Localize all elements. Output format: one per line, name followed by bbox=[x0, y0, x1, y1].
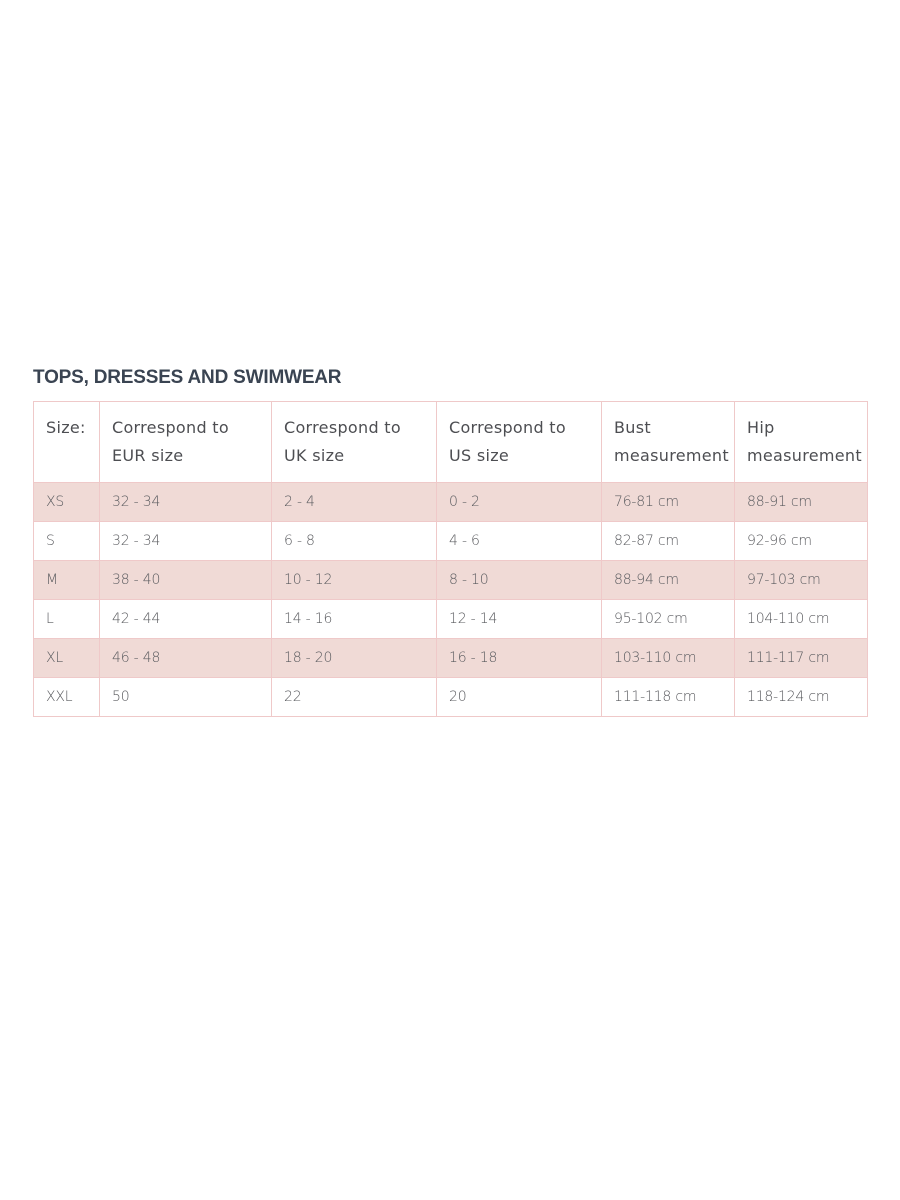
cell-uk-size: 2 - 4 bbox=[272, 483, 437, 522]
cell-eur-size: 32 - 34 bbox=[100, 522, 272, 561]
cell-bust: 88-94 cm bbox=[602, 561, 735, 600]
cell-eur-size: 38 - 40 bbox=[100, 561, 272, 600]
cell-uk-size: 6 - 8 bbox=[272, 522, 437, 561]
cell-us-size: 0 - 2 bbox=[437, 483, 602, 522]
cell-hip: 97-103 cm bbox=[735, 561, 868, 600]
header-uk-size: Correspond to UK size bbox=[272, 402, 437, 483]
cell-eur-size: 42 - 44 bbox=[100, 600, 272, 639]
header-bust-measurement: Bust measurement bbox=[602, 402, 735, 483]
table-row bbox=[34, 678, 868, 717]
table-row bbox=[34, 600, 868, 639]
header-eur-size: Correspond to EUR size bbox=[100, 402, 272, 483]
cell-bust: 82-87 cm bbox=[602, 522, 735, 561]
cell-eur-size: 46 - 48 bbox=[100, 639, 272, 678]
table-row bbox=[34, 522, 868, 561]
cell-size: M bbox=[34, 561, 100, 600]
header-size: Size: bbox=[34, 402, 100, 483]
cell-hip: 111-117 cm bbox=[735, 639, 868, 678]
size-chart-table bbox=[33, 401, 868, 717]
cell-us-size: 8 - 10 bbox=[437, 561, 602, 600]
header-hip-measurement: Hip measurement bbox=[735, 402, 868, 483]
table-row bbox=[34, 639, 868, 678]
cell-size: XXL bbox=[34, 678, 100, 717]
cell-hip: 92-96 cm bbox=[735, 522, 868, 561]
cell-hip: 104-110 cm bbox=[735, 600, 868, 639]
cell-size: S bbox=[34, 522, 100, 561]
section-title: TOPS, DRESSES AND SWIMWEAR bbox=[33, 367, 342, 388]
cell-uk-size: 22 bbox=[272, 678, 437, 717]
table-row bbox=[34, 561, 868, 600]
cell-bust: 103-110 cm bbox=[602, 639, 735, 678]
cell-size: XS bbox=[34, 483, 100, 522]
cell-bust: 76-81 cm bbox=[602, 483, 735, 522]
header-us-size: Correspond to US size bbox=[437, 402, 602, 483]
table-row bbox=[34, 483, 868, 522]
cell-size: XL bbox=[34, 639, 100, 678]
cell-us-size: 4 - 6 bbox=[437, 522, 602, 561]
table-header-row bbox=[34, 402, 868, 483]
cell-uk-size: 14 - 16 bbox=[272, 600, 437, 639]
cell-us-size: 20 bbox=[437, 678, 602, 717]
cell-hip: 88-91 cm bbox=[735, 483, 868, 522]
cell-us-size: 12 - 14 bbox=[437, 600, 602, 639]
cell-size: L bbox=[34, 600, 100, 639]
cell-eur-size: 32 - 34 bbox=[100, 483, 272, 522]
cell-uk-size: 18 - 20 bbox=[272, 639, 437, 678]
cell-hip: 118-124 cm bbox=[735, 678, 868, 717]
cell-bust: 111-118 cm bbox=[602, 678, 735, 717]
cell-eur-size: 50 bbox=[100, 678, 272, 717]
cell-uk-size: 10 - 12 bbox=[272, 561, 437, 600]
cell-bust: 95-102 cm bbox=[602, 600, 735, 639]
cell-us-size: 16 - 18 bbox=[437, 639, 602, 678]
